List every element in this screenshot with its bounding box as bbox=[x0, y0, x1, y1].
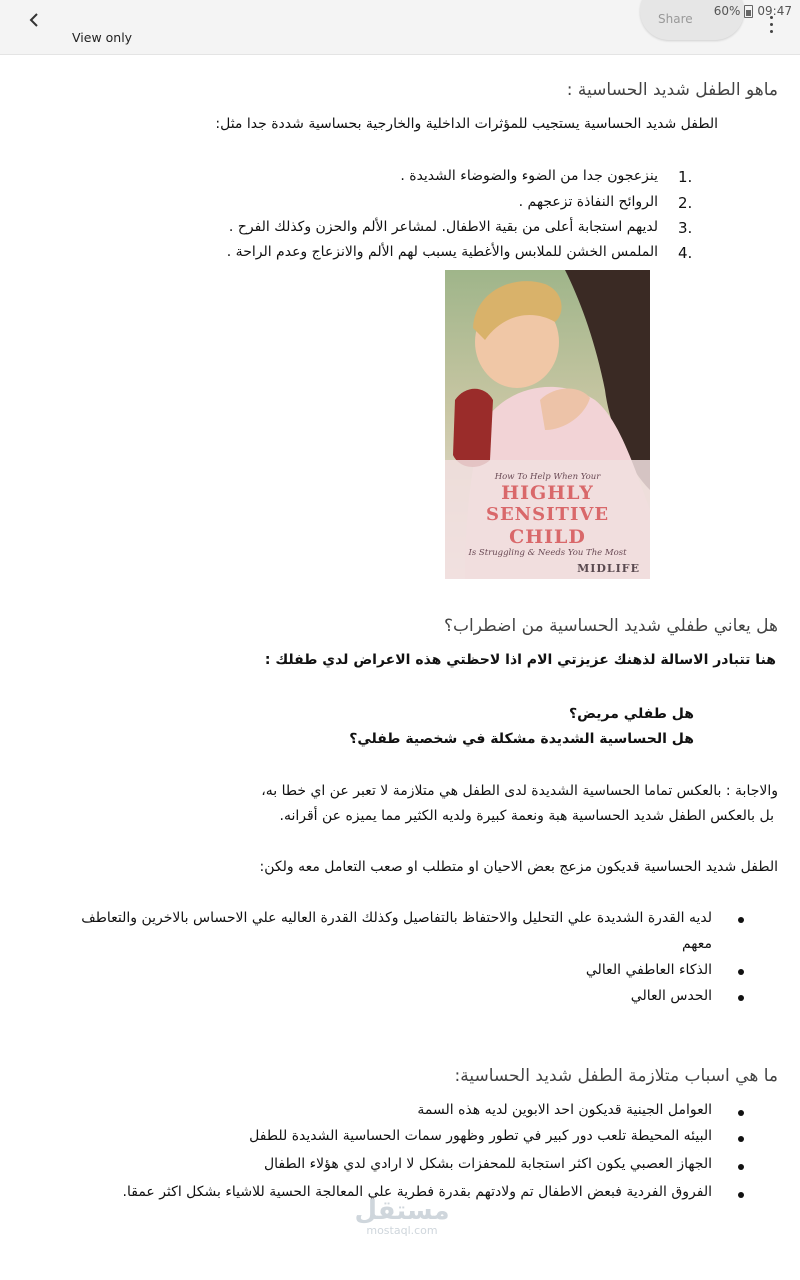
list-number: 1. bbox=[678, 168, 693, 186]
question-item: هل الحساسية الشديدة مشكلة في شخصية طفلي؟ bbox=[349, 731, 694, 747]
section1-heading: ماهو الطفل شديد الحساسية : bbox=[566, 80, 778, 100]
section2-intro: هنا تتبادر الاسالة لذهنك عزيزتي الام اذا لاحظتي هذه الاعراض لدي طفلك : bbox=[264, 652, 776, 668]
list-item: لديه القدرة الشديدة علي التحليل والاحتفاظ بالتفاصيل وكذلك القدرة العاليه علي الاحساس بالاخرين والتعاطف bbox=[81, 910, 712, 926]
list-item: العوامل الجينية قديكون احد الابوين لديه هذه السمة bbox=[417, 1102, 712, 1118]
share-label: Share bbox=[658, 12, 693, 26]
list-number: 2. bbox=[678, 194, 693, 212]
list-item: الذكاء العاطفي العالي bbox=[585, 962, 712, 978]
section2-heading: هل يعاني طفلي شديد الحساسية من اضطراب؟ bbox=[443, 616, 778, 636]
bullet-icon bbox=[738, 1136, 744, 1142]
list-item: ينزعجون جدا من الضوء والضوضاء الشديدة . bbox=[400, 168, 658, 184]
battery-icon bbox=[744, 5, 753, 18]
list-item: الملمس الخشن للملابس والأغطية يسبب لهم الألم والانزعاج وعدم الراحة . bbox=[226, 244, 658, 260]
cover-title-line1: HIGHLY bbox=[501, 482, 594, 504]
watermark-logo: مستقل bbox=[354, 1196, 450, 1226]
cover-brand: MIDLIFE bbox=[577, 562, 640, 575]
bullet-icon bbox=[738, 917, 744, 923]
status-bar bbox=[0, 0, 800, 22]
list-number: 3. bbox=[678, 219, 693, 237]
list-item: لديهم استجابة أعلى من بقية الاطفال. لمشاعر الألم والحزن وكذلك الفرح . bbox=[228, 219, 658, 235]
bullet-icon bbox=[738, 969, 744, 975]
section1-intro: الطفل شديد الحساسية يستجيب للمؤثرات الداخلية والخارجية بحساسية شددة جدا مثل: bbox=[215, 116, 718, 132]
watermark bbox=[352, 1197, 452, 1237]
list-item: البيئه المحيطة تلعب دور كبير في تطور وظهور سمات الحساسية الشديدة للطفل bbox=[249, 1128, 712, 1144]
list-item: الجهاز العصبي يكون اكثر استجابة للمحفزات بشكل لا ارادي لدي هؤلاء الطفال bbox=[263, 1156, 712, 1172]
bullet-icon bbox=[738, 1164, 744, 1170]
cover-title-line2: SENSITIVE bbox=[485, 504, 610, 525]
bullet-icon bbox=[738, 995, 744, 1001]
list-item-continuation: معهم bbox=[681, 936, 712, 952]
cover-top-line: How To Help When Your bbox=[494, 472, 601, 482]
list-item: الفروق الفردية فبعض الاطفال تم ولادتهم بقدرة فطرية علي المعالجة الحسية للاشياء بشكل اكثر عمقا. bbox=[122, 1184, 712, 1200]
bullet-icon bbox=[738, 1110, 744, 1116]
list-item: الحدس العالي bbox=[630, 988, 712, 1004]
cover-subtitle: Is Struggling & Needs You The Most bbox=[468, 548, 627, 558]
battery-percent: 60% bbox=[713, 4, 741, 18]
answer-line: بل بالعكس الطفل شديد الحساسية هبة ونعمة كبيرة ولديه الكثير مما يميزه عن أقرانه. bbox=[279, 808, 774, 824]
list-item: الروائح النفاذة تزعجهم . bbox=[518, 194, 658, 210]
section3-heading: ما هي اسباب متلازمة الطفل شديد الحساسية: bbox=[454, 1066, 778, 1086]
clock: 09:47 bbox=[757, 4, 792, 18]
list-number: 4. bbox=[678, 244, 693, 262]
answer-line: والاجابة : بالعكس تماما الحساسية الشديدة لدى الطفل هي متلازمة لا تعبر عن اي خطا به، bbox=[261, 783, 778, 799]
watermark-site: mostaql.com bbox=[366, 1224, 438, 1237]
book-cover-image bbox=[445, 270, 650, 579]
question-item: هل طفلي مريض؟ bbox=[569, 706, 694, 722]
view-only-label: View only bbox=[72, 30, 133, 45]
section2-note: الطفل شديد الحساسية قديكون مزعج بعض الاحيان او متطلب او صعب التعامل معه ولكن: bbox=[259, 859, 778, 875]
cover-title-line3: CHILD bbox=[509, 526, 586, 548]
bullet-icon bbox=[738, 1192, 744, 1198]
